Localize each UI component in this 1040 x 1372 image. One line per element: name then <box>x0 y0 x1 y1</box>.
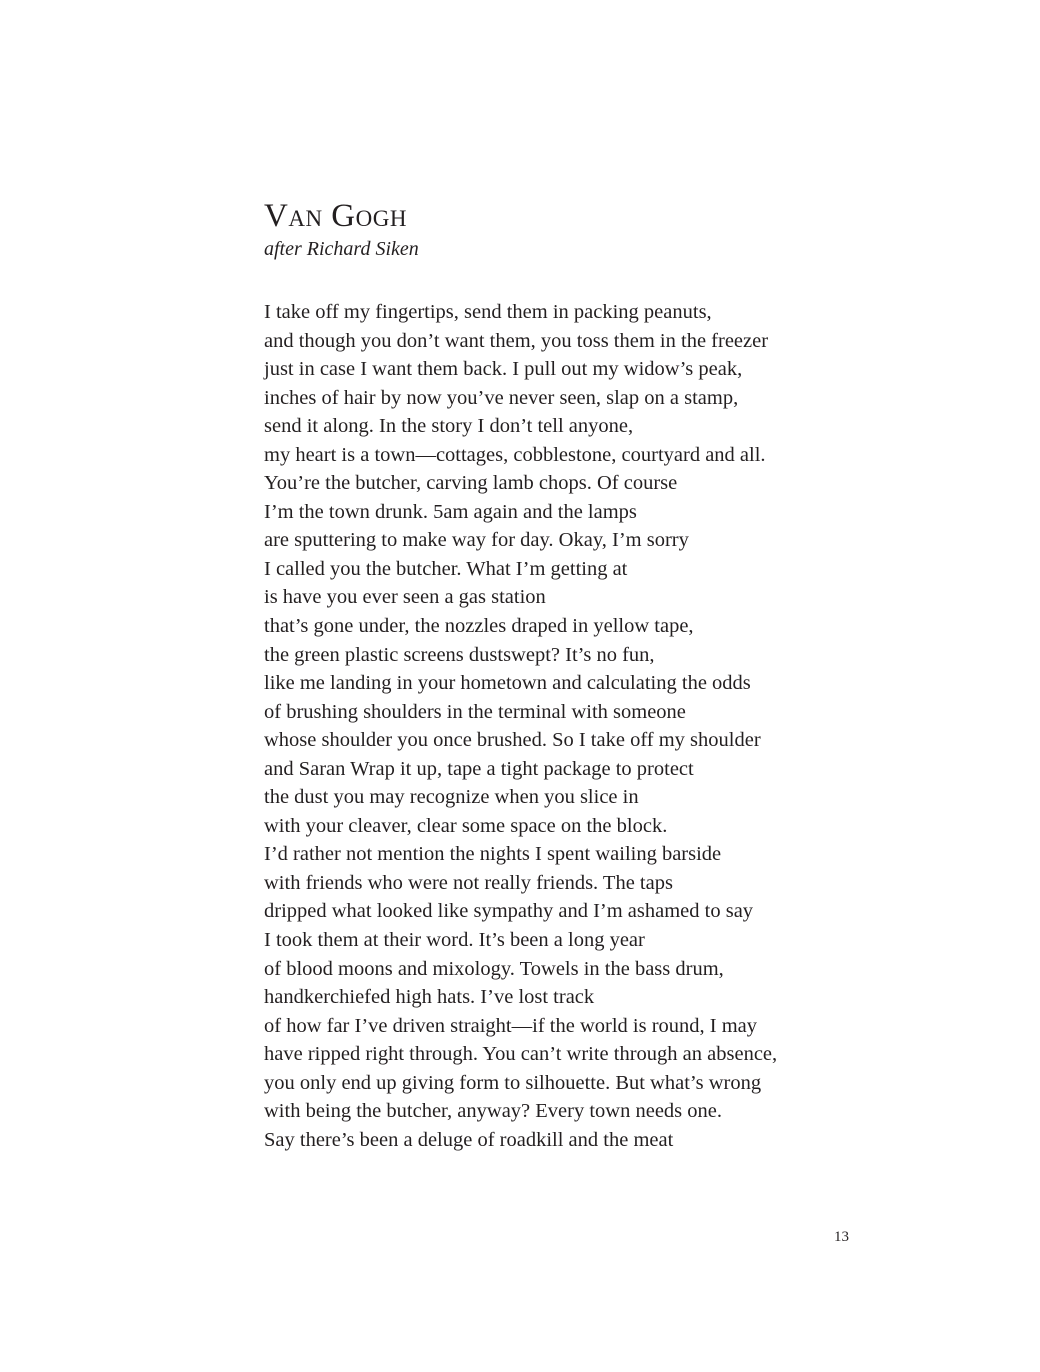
poem-body <box>264 298 777 1154</box>
poem-line: with being the butcher, anyway? Every town needs one. <box>264 1100 723 1123</box>
poem-line: of how far I’ve driven straight—if the world is round, I may <box>264 1014 758 1037</box>
poem-line: Say there’s been a deluge of roadkill and the meat <box>264 1128 674 1151</box>
poem-line: the dust you may recognize when you slice in <box>264 786 639 809</box>
poem-line: my heart is a town—cottages, cobblestone, courtyard and all. <box>264 443 766 466</box>
poem-line: just in case I want them back. I pull out my widow’s peak, <box>264 358 743 381</box>
page-number: 13 <box>834 1229 849 1245</box>
poem-line: send it along. In the story I don’t tell anyone, <box>264 415 634 438</box>
poem-title: Van Gogh <box>264 198 407 234</box>
poem-line: I called you the butcher. What I’m getting at <box>264 557 628 580</box>
poem-line: is have you ever seen a gas station <box>264 586 546 609</box>
poem-line: with your cleaver, clear some space on the block. <box>264 814 668 837</box>
poem-line: handkerchiefed high hats. I’ve lost track <box>264 986 595 1009</box>
poem-line: of blood moons and mixology. Towels in the bass drum, <box>264 957 724 980</box>
poem-line: dripped what looked like sympathy and I’m ashamed to say <box>264 900 754 923</box>
poem-line: with friends who were not really friends. The taps <box>264 871 673 894</box>
poem-line: are sputtering to make way for day. Okay, I’m sorry <box>264 529 689 552</box>
poem-line: I take off my fingertips, send them in packing peanuts, <box>264 301 712 323</box>
poem-line: You’re the butcher, carving lamb chops. Of course <box>264 472 678 495</box>
poem-line: you only end up giving form to silhouette. But what’s wrong <box>264 1071 762 1094</box>
poem-epigraph: after Richard Siken <box>264 238 419 260</box>
poem-line: have ripped right through. You can’t write through an absence, <box>264 1043 778 1066</box>
poem-line: I took them at their word. It’s been a long year <box>264 929 645 952</box>
poem-line: of brushing shoulders in the terminal with someone <box>264 700 686 723</box>
poem-line: that’s gone under, the nozzles draped in yellow tape, <box>264 615 694 638</box>
poem-line: whose shoulder you once brushed. So I take off my shoulder <box>264 729 761 752</box>
poem-line: like me landing in your hometown and calculating the odds <box>264 672 751 695</box>
poem-line: I’m the town drunk. 5am again and the lamps <box>264 500 637 523</box>
poem-line: and Saran Wrap it up, tape a tight package to protect <box>264 757 694 780</box>
poem-line: the green plastic screens dustswept? It’s no fun, <box>264 643 655 666</box>
poem-line: I’d rather not mention the nights I spent wailing barside <box>264 843 722 866</box>
poem-line: and though you don’t want them, you toss them in the freezer <box>264 329 769 352</box>
poem-line: inches of hair by now you’ve never seen, slap on a stamp, <box>264 386 739 409</box>
